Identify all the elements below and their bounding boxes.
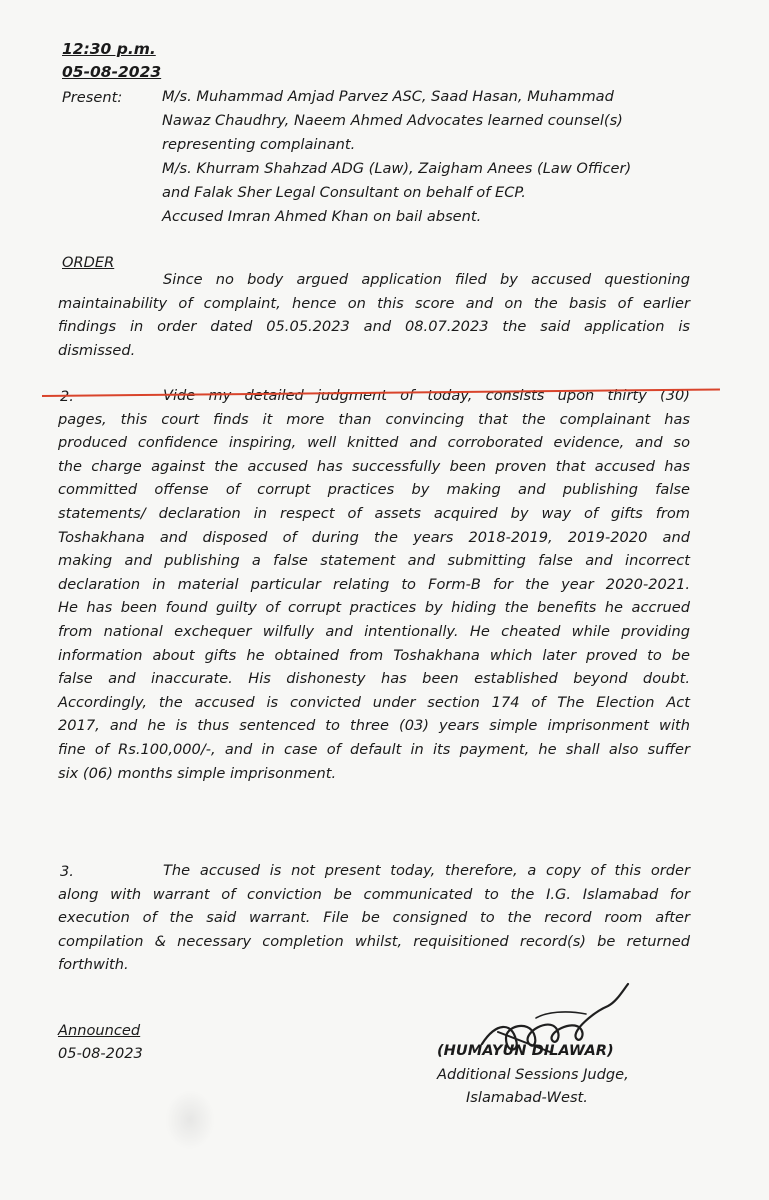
- paragraph-line: produced confidence inspiring, well knitted and corroborated evidence, and so: [58, 434, 690, 452]
- paragraph-line: Toshakhana and disposed of during the years 2018-2019, 2019-2020 and: [58, 528, 690, 546]
- paragraph-line: false and inaccurate. His dishonesty has been established beyond doubt.: [58, 670, 690, 688]
- paragraph-line: Since no body argued application filed by accused questioning: [163, 271, 690, 288]
- paragraph-line: Accordingly, the accused is convicted under section 174 of The Election Act: [58, 693, 690, 711]
- paragraph-line: information about gifts he obtained from Toshakhana which later proved to be: [58, 646, 690, 664]
- order-paragraph-3: [58, 859, 690, 977]
- paragraph-line: The accused is not present today, therefore, a copy of this order: [163, 862, 690, 879]
- order-paragraph-1: [58, 268, 690, 362]
- paragraph-line: statements/ declaration in respect of assets acquired by way of gifts from: [58, 504, 690, 522]
- announced-label: Announced: [58, 1022, 141, 1039]
- paragraph-line: execution of the said warrant. File be consigned to the record room after: [58, 909, 690, 927]
- judge-name: (HUMAYUN DILAWAR): [437, 1042, 614, 1059]
- present-line: Accused Imran Ahmed Khan on bail absent.: [162, 208, 482, 225]
- paragraph-line: the charge against the accused has successfully been proven that accused has: [58, 457, 690, 475]
- paragraph-line: Vide my detailed judgment of today, consists upon thirty (30): [163, 387, 690, 404]
- present-label: Present:: [62, 89, 123, 106]
- order-date: 05-08-2023: [62, 63, 162, 81]
- paragraph-line: He has been found guilty of corrupt practices by hiding the benefits he accrued: [58, 599, 690, 617]
- paragraph-line: maintainability of complaint, hence on this score and on the basis of earlier: [58, 294, 690, 312]
- paragraph-line: findings in order dated 05.05.2023 and 08.07.2023 the said application is: [58, 318, 690, 336]
- announced-date: 05-08-2023: [58, 1045, 143, 1062]
- paragraph-line: making and publishing a false statement and submitting false and incorrect: [58, 552, 690, 570]
- paragraph-line: committed offense of corrupt practices by making and publishing false: [58, 481, 690, 499]
- paragraph-line: dismissed.: [58, 341, 136, 359]
- paragraph-line: pages, this court finds it more than convincing that the complainant has: [58, 410, 690, 428]
- order-paragraph-2: [58, 384, 690, 785]
- judge-title: Additional Sessions Judge,: [437, 1066, 629, 1083]
- paragraph-line: from national exchequer wilfully and intentionally. He cheated while providing: [58, 622, 690, 640]
- paragraph-line: declaration in material particular relating to Form-B for the year 2020-2021.: [58, 575, 690, 593]
- order-heading: ORDER: [62, 254, 115, 271]
- judge-station: Islamabad-West.: [466, 1089, 588, 1106]
- paper-smudge: [165, 1090, 215, 1150]
- paragraph-line: along with warrant of conviction be communicated to the I.G. Islamabad for: [58, 885, 690, 903]
- present-line: representing complainant.: [162, 136, 356, 153]
- paragraph-line: forthwith.: [58, 956, 129, 974]
- present-line: Nawaz Chaudhry, Naeem Ahmed Advocates learned counsel(s): [162, 112, 623, 129]
- present-line: M/s. Muhammad Amjad Parvez ASC, Saad Hasan, Muhammad: [162, 88, 614, 105]
- paragraph-line: 2017, and he is thus sentenced to three (03) years simple imprisonment with: [58, 717, 690, 735]
- paragraph-line: fine of Rs.100,000/-, and in case of default in its payment, he shall also suffer: [58, 740, 690, 758]
- order-time: 12:30 p.m.: [62, 40, 156, 58]
- paragraph-line: compilation & necessary completion whilst, requisitioned record(s) be returned: [58, 932, 690, 950]
- present-line: M/s. Khurram Shahzad ADG (Law), Zaigham Anees (Law Officer): [162, 160, 632, 177]
- present-line: and Falak Sher Legal Consultant on behalf of ECP.: [162, 184, 526, 201]
- paragraph-line: six (06) months simple imprisonment.: [58, 764, 337, 782]
- paragraph-number: 3.: [60, 863, 74, 880]
- paragraph-number: 2.: [60, 388, 74, 405]
